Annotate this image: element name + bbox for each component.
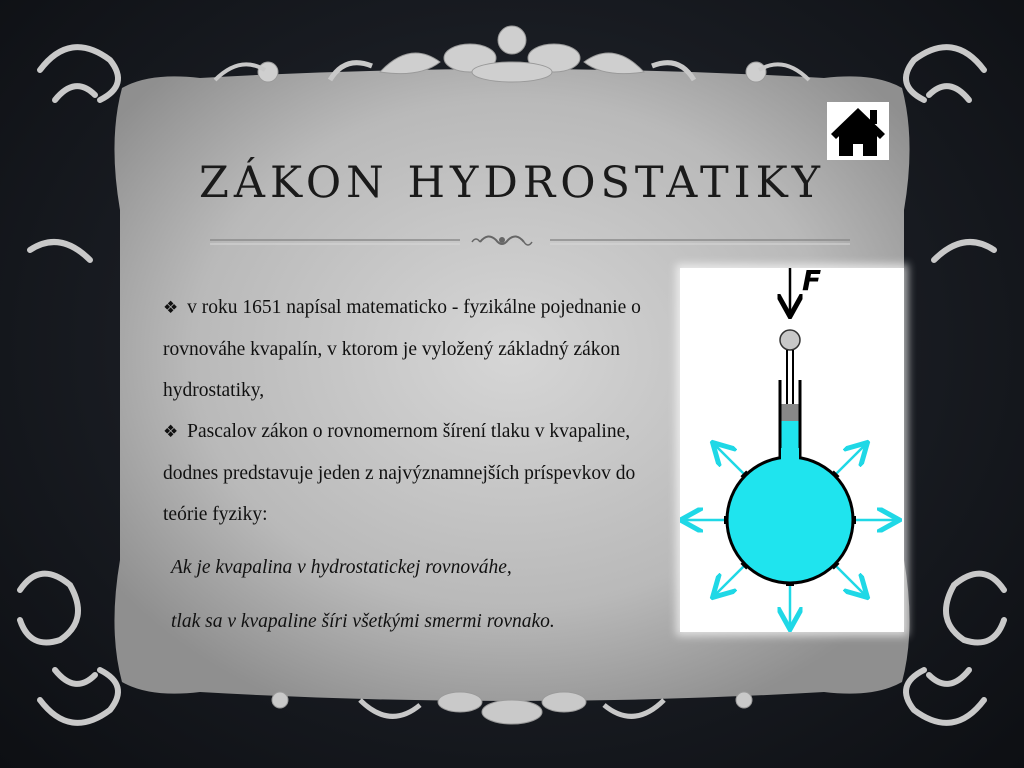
bullet-marker-icon: ❖ — [163, 422, 179, 442]
quote-line: Ak je kvapalina v hydrostatickej rovnováhe, — [171, 557, 512, 578]
home-icon — [827, 102, 889, 160]
force-label: F — [802, 268, 822, 297]
quote-line: tlak sa v kvapaline šíri všetkými smermi rovnako. — [171, 611, 555, 632]
quote-block — [163, 541, 643, 649]
piston-knob — [780, 330, 800, 350]
piston — [781, 404, 799, 421]
bullet-text: v roku 1651 napísal matematicko - fyzikálne pojednanie o rovnováhe kvapalín, v ktorom je vyložený základný zákon hydrostatiky, — [163, 297, 641, 401]
bullet-item — [163, 287, 643, 411]
pascal-sphere-figure — [680, 268, 904, 632]
slide-content — [163, 287, 643, 649]
bullet-text: Pascalov zákon o rovnomernom šírení tlaku v kvapaline, dodnes predstavuje jeden z najvýznamnejších príspevkov do teórie fyziky: — [163, 421, 636, 525]
pressure-arrow — [714, 444, 744, 474]
title-divider — [150, 226, 880, 256]
liquid-sphere — [727, 457, 853, 583]
pressure-arrow — [836, 566, 866, 596]
home-button[interactable] — [827, 102, 889, 160]
pressure-arrow — [836, 444, 866, 474]
slide-title: ZÁKON HYDROSTATIKY — [199, 158, 825, 208]
bullet-item — [163, 411, 643, 535]
bullet-marker-icon: ❖ — [163, 298, 179, 318]
pressure-arrow — [714, 566, 744, 596]
